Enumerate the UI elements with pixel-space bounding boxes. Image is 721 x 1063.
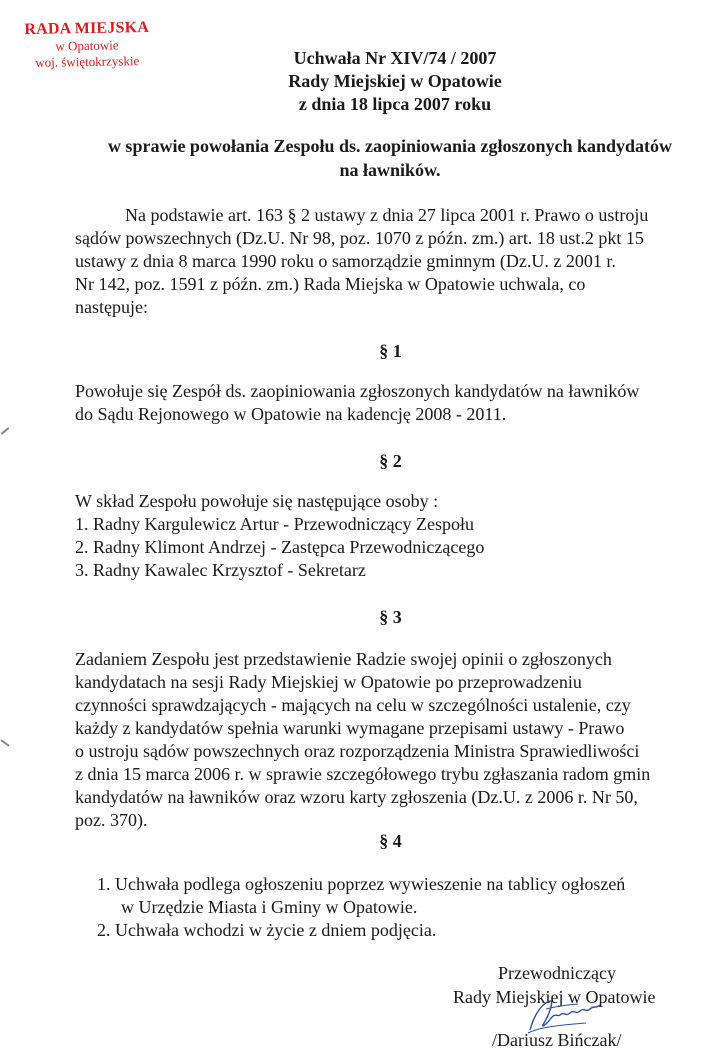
resolution-date: z dnia 18 lipca 2007 roku [298, 94, 492, 114]
section-3-line: Zadaniem Zespołu jest przedstawienie Radzie swojej opinii o zgłoszonych [75, 649, 612, 669]
signatory-name: /Dariusz Bińczak/ [492, 1030, 622, 1050]
preamble-line: sądów powszechnych (Dz.U. Nr 98, poz. 1070 z późn. zm.) art. 18 ust.2 pkt 15 [75, 228, 644, 248]
section-3-line: poz. 370). [75, 810, 148, 830]
scan-mark [0, 739, 9, 746]
section-3-heading: § 3 [379, 607, 402, 627]
preamble-line: Na podstawie art. 163 § 2 ustawy z dnia 27 lipca 2001 r. Prawo o ustroju [125, 205, 649, 225]
member-item: 1. Radny Kargulewicz Artur - Przewodniczący Zespołu [75, 514, 475, 534]
section-1-line: Powołuje się Zespół ds. zaopiniowania zgłoszonych kandydatów na ławników [75, 381, 640, 401]
section-4-heading: § 4 [379, 831, 402, 851]
section-3-line: kandydatach na sesji Rady Miejskiej w Opatowie po przeprowadzeniu [75, 672, 582, 692]
section-4-line: 2. Uchwała wchodzi w życie z dniem podjęcia. [97, 920, 437, 940]
stamp-line-1: RADA MIEJSKA [24, 18, 150, 39]
section-4-line: w Urzędzie Miasta i Gminy w Opatowie. [121, 897, 418, 917]
section-3-line: każdy z kandydatów spełnia warunki wymagane przepisami ustawy - Prawo [75, 718, 625, 738]
resolution-authority: Rady Miejskiej w Opatowie [288, 71, 502, 91]
section-4-line: 1. Uchwała podlega ogłoszeniu poprzez wywieszenie na tablicy ogłoszeń [97, 874, 626, 894]
section-3-line: z dnia 15 marca 2006 r. w sprawie szczegółowego trybu zgłaszania radom gmin [75, 764, 651, 784]
subject-line-2: na ławników. [339, 160, 441, 180]
stamp-line-3: woj. świętokrzyskie [35, 53, 140, 70]
member-item: 2. Radny Klimont Andrzej - Zastępca Przewodniczącego [75, 537, 485, 557]
member-item: 3. Radny Kawalec Krzysztof - Sekretarz [75, 560, 366, 580]
stamp-line-2: w Opatowie [55, 37, 119, 54]
section-1-heading: § 1 [379, 341, 402, 361]
section-3-line: czynności sprawdzających - mających na celu w szczególności ustalenie, czy [75, 695, 631, 715]
section-2-intro: W skład Zespołu powołuje się następujące osoby : [75, 491, 439, 511]
signatory-title: Przewodniczący [498, 963, 616, 983]
subject-line-1: w sprawie powołania Zespołu ds. zaopiniowania zgłoszonych kandydatów [107, 136, 673, 156]
preamble-line: ustawy z dnia 8 marca 1990 roku o samorządzie gminnym (Dz.U. z 2001 r. [75, 251, 616, 271]
preamble-line: Nr 142, poz. 1591 z późn. zm.) Rada Miejska w Opatowie uchwala, co [75, 274, 586, 294]
section-3-line: o ustroju sądów powszechnych oraz rozporządzenia Ministra Sprawiedliwości [75, 741, 640, 761]
scan-mark [1, 427, 10, 435]
council-stamp [12, 19, 163, 72]
section-2-heading: § 2 [379, 451, 402, 471]
signatory-body: Rady Miejskiej w Opatowie [453, 987, 656, 1007]
section-3-line: kandydatów na ławników oraz wzoru karty zgłoszenia (Dz.U. z 2006 r. Nr 50, [75, 787, 638, 807]
resolution-number: Uchwała Nr XIV/74 / 2007 [293, 48, 497, 68]
resolution-subject [80, 134, 700, 182]
section-1-line: do Sądu Rejonowego w Opatowie na kadencję 2008 - 2011. [75, 404, 507, 424]
preamble-line: następuje: [75, 297, 148, 317]
